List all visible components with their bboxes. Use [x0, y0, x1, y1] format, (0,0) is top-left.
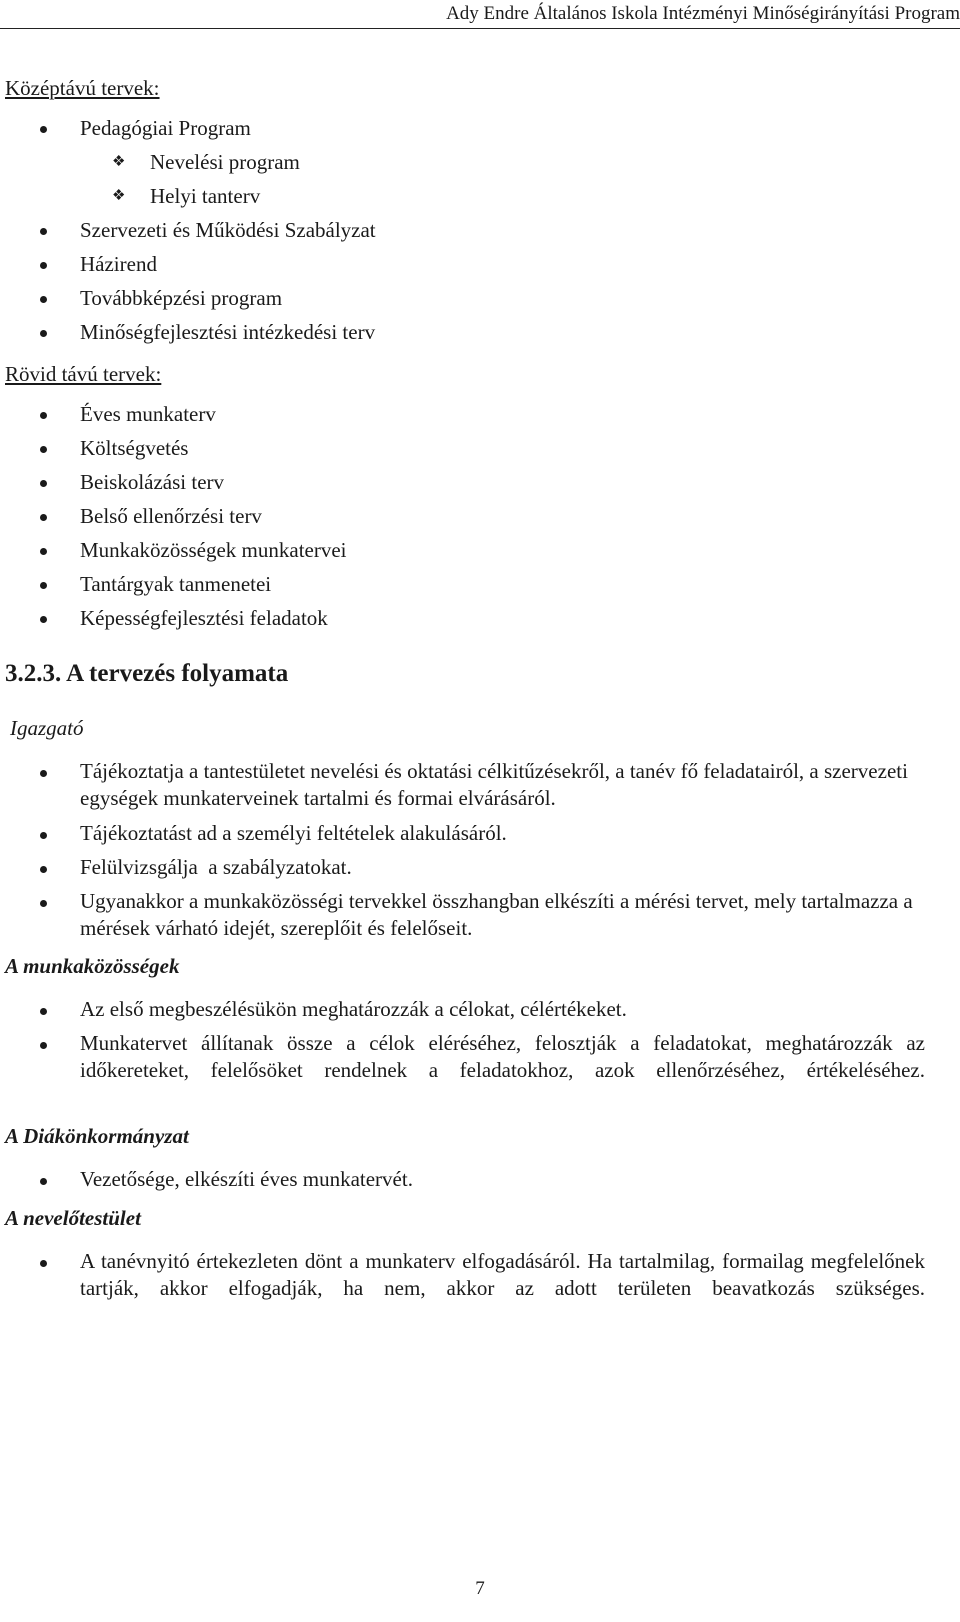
bullet-icon	[40, 900, 47, 907]
diamond-bullet-icon: ❖	[112, 154, 126, 170]
list-item: Képességfejlesztési feladatok	[80, 606, 328, 630]
section-heading: 3.2.3. A tervezés folyamata	[5, 660, 289, 687]
bullet-icon	[40, 514, 47, 521]
list-item: Továbbképzési program	[80, 286, 283, 310]
role-heading: A nevelőtestület	[5, 1206, 141, 1230]
bullet-icon	[40, 548, 47, 555]
list-item: Ugyanakkor a munkaközösségi tervekkel összhangban elkészíti a mérési tervet, mely tartalmazza a mérések várható idejét, szereplőit és felelőseit.	[80, 889, 913, 940]
role-heading: A munkaközösségek	[5, 954, 180, 978]
list-item: Az első megbeszélésükön meghatározzák a célokat, célértékeket.	[80, 997, 627, 1021]
list-item: Szervezeti és Működési Szabályzat	[80, 218, 376, 242]
list-item: Költségvetés	[80, 436, 189, 460]
bullet-icon	[40, 412, 47, 419]
list-item: Tájékoztatást ad a személyi feltételek alakulásáról.	[80, 821, 507, 845]
bullet-icon	[40, 296, 47, 303]
bullet-icon	[40, 480, 47, 487]
list-item: Pedagógiai Program	[80, 116, 251, 140]
bullet-icon	[40, 832, 47, 839]
diamond-bullet-icon: ❖	[112, 188, 126, 204]
header-divider	[0, 28, 960, 29]
list-item: Beiskolázási terv	[80, 470, 225, 494]
bullet-icon	[40, 1042, 47, 1049]
role-heading: A Diákönkormányzat	[5, 1124, 189, 1148]
sub-list-item: Nevelési program	[150, 150, 300, 174]
bullet-icon	[40, 582, 47, 589]
page-header	[0, 0, 960, 30]
list-item: Tantárgyak tanmenetei	[80, 572, 272, 596]
list-item: Minőségfejlesztési intézkedési terv	[80, 320, 376, 344]
list-item: Éves munkaterv	[80, 402, 216, 426]
bullet-icon	[40, 330, 47, 337]
short-term-label: Rövid távú tervek:	[5, 362, 162, 386]
bullet-icon	[40, 228, 47, 235]
list-item: Vezetősége, elkészíti éves munkatervét.	[80, 1167, 413, 1191]
list-item: Munkatervet állítanak össze a célok eléréséhez, felosztják a feladatokat, meghatározzák az időkereteket, felelősöket rendelnek a feladatokhoz, azok ellenőrzéséhez, értékeléséhez.	[80, 1031, 925, 1082]
bullet-icon	[40, 1008, 47, 1015]
bullet-icon	[40, 1260, 47, 1267]
list-item: Munkaközösségek munkatervei	[80, 538, 347, 562]
header-title: Ady Endre Általános Iskola Intézményi Minőségirányítási Program	[446, 3, 960, 24]
bullet-icon	[40, 262, 47, 269]
list-item: A tanévnyitó értekezleten dönt a munkaterv elfogadásáról. Ha tartalmilag, formailag megfelelőnek tartják, akkor elfogadják, ha nem, akkor az adott területen beavatkozás szükséges.	[80, 1249, 925, 1300]
bullet-icon	[40, 616, 47, 623]
list-item: Felülvizsgálja a szabályzatokat.	[80, 855, 352, 879]
list-item: Belső ellenőrzési terv	[80, 504, 262, 528]
sub-list-item: Helyi tanterv	[150, 184, 261, 208]
role-heading: Igazgató	[10, 716, 84, 740]
bullet-icon	[40, 446, 47, 453]
page-number: 7	[475, 1578, 485, 1599]
list-item: Házirend	[80, 252, 157, 276]
list-item: Tájékoztatja a tantestületet nevelési és oktatási célkitűzésekről, a tanév fő feladatairól, a szervezeti egységek munkaterveinek tartalmi és formai elvárásáról.	[80, 759, 908, 810]
bullet-icon	[40, 126, 47, 133]
bullet-icon	[40, 1178, 47, 1185]
bullet-icon	[40, 866, 47, 873]
medium-term-label: Középtávú tervek:	[5, 76, 160, 100]
bullet-icon	[40, 770, 47, 777]
